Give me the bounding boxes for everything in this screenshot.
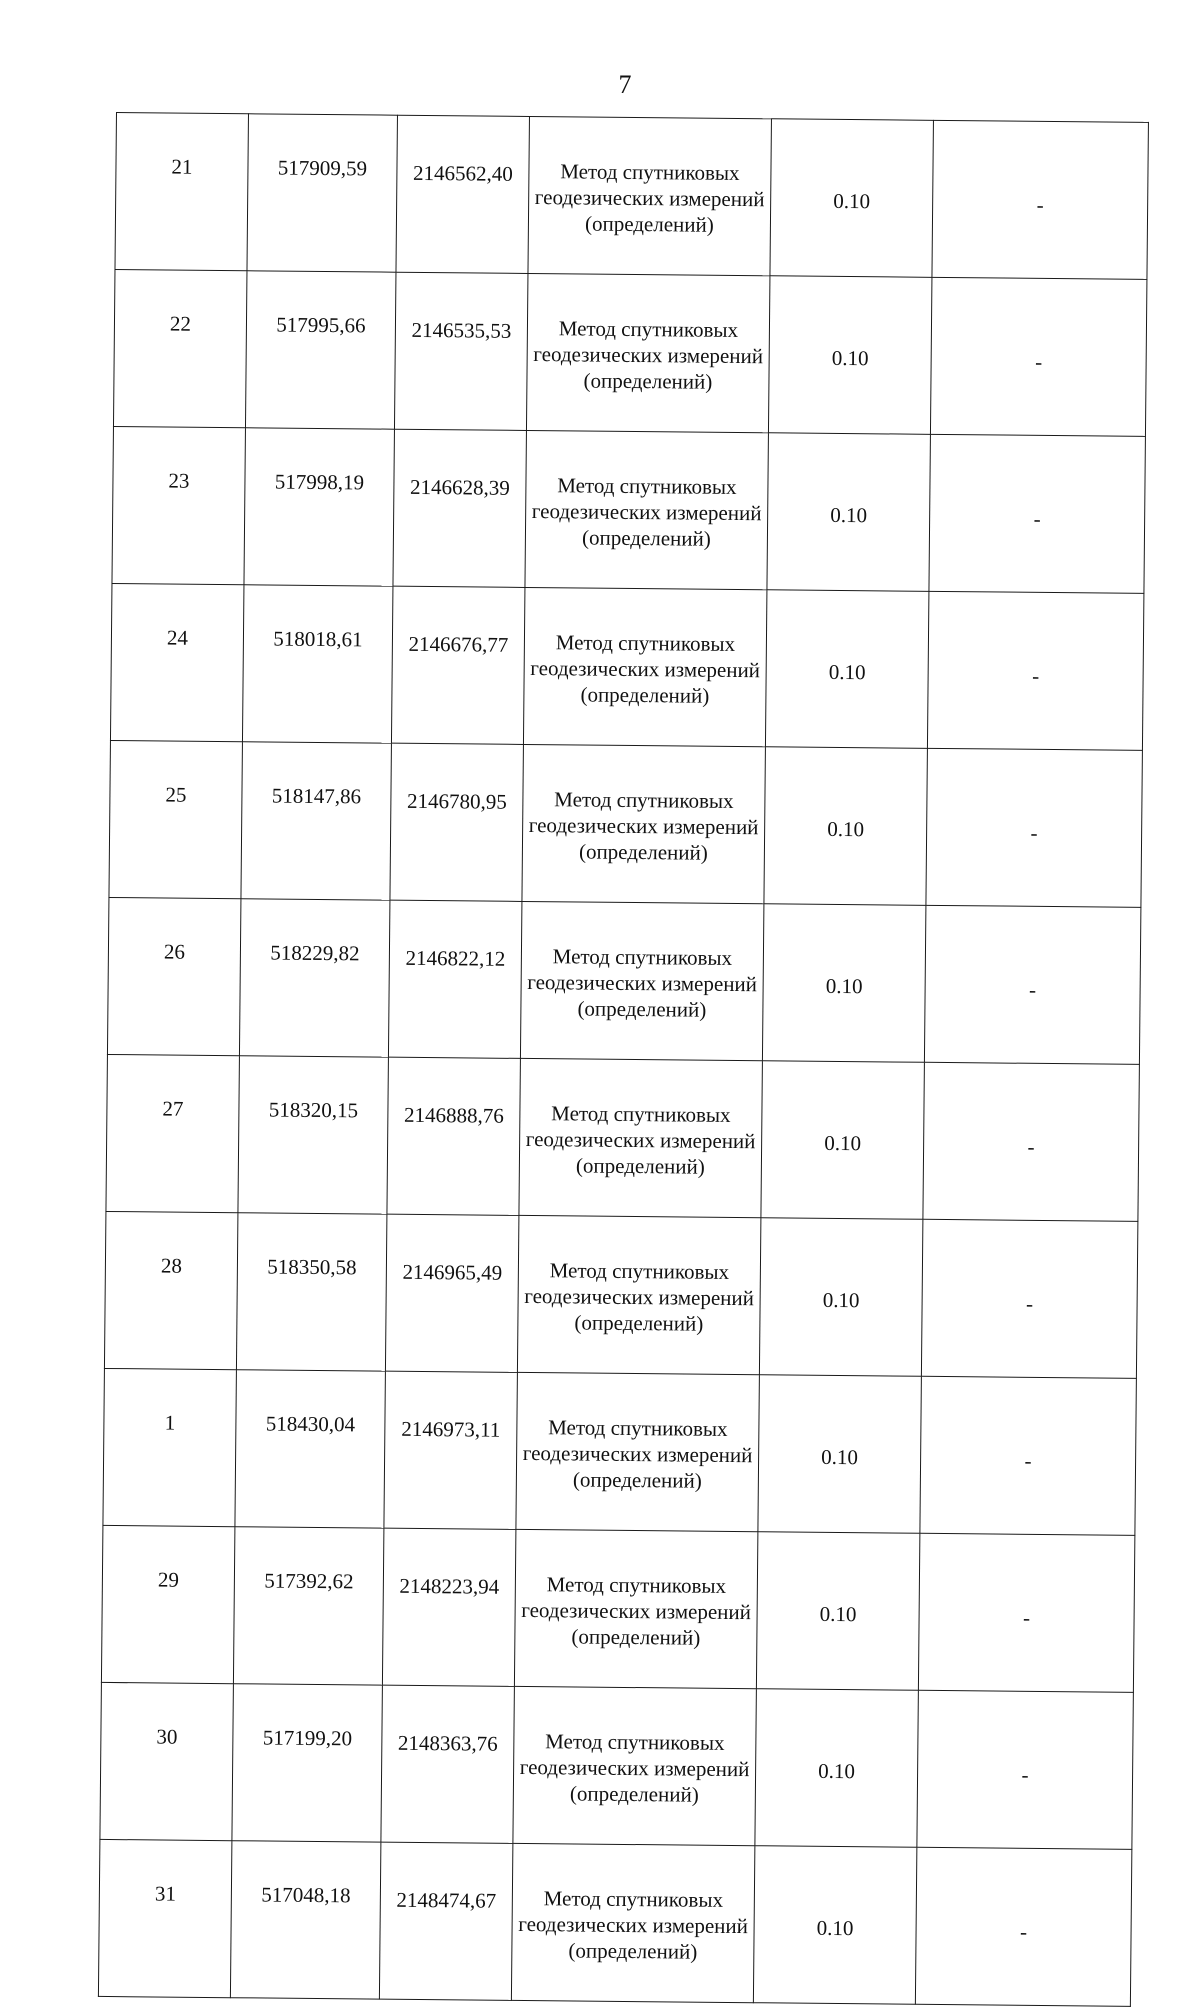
cell-accuracy: 0.10 [765, 590, 928, 749]
cell-accuracy: 0.10 [756, 1532, 919, 1691]
cell-accuracy: 0.10 [767, 433, 930, 592]
cell-accuracy: 0.10 [762, 904, 925, 1063]
table-row [106, 1054, 1139, 1221]
table-row [100, 1682, 1133, 1849]
table-row [112, 426, 1145, 593]
cell-x-coordinate: 517995,66 [245, 271, 396, 429]
cell-x-coordinate: 518229,82 [239, 899, 390, 1057]
cell-y-coordinate: 2146535,53 [394, 272, 528, 430]
cell-y-coordinate: 2146562,40 [396, 115, 530, 273]
table-row [107, 897, 1140, 1064]
table-row [98, 1839, 1131, 2006]
table-row [101, 1525, 1134, 1692]
cell-method: Метод спутниковых геодезических измерений (определений) [526, 273, 769, 432]
cell-y-coordinate: 2146888,76 [387, 1057, 521, 1215]
page-number: 7 [618, 70, 632, 99]
cell-method: Метод спутниковых геодезических измерений (определений) [519, 1058, 762, 1217]
cell-extra: - [923, 1062, 1139, 1221]
cell-method: Метод спутниковых геодезических измерений (определений) [522, 744, 765, 903]
cell-extra: - [918, 1533, 1134, 1692]
cell-accuracy: 0.10 [753, 1846, 916, 2005]
cell-y-coordinate: 2146676,77 [391, 586, 525, 744]
cell-extra: - [924, 905, 1140, 1064]
cell-extra: - [915, 1847, 1131, 2006]
cell-x-coordinate: 517048,18 [230, 1841, 381, 1999]
cell-y-coordinate: 2146965,49 [385, 1214, 519, 1372]
cell-point-number: 30 [100, 1682, 234, 1840]
cell-point-number: 22 [113, 269, 247, 427]
cell-accuracy: 0.10 [768, 276, 931, 435]
cell-accuracy: 0.10 [758, 1375, 921, 1534]
cell-point-number: 24 [110, 583, 244, 741]
cell-x-coordinate: 518320,15 [238, 1056, 389, 1214]
table-row [113, 269, 1146, 436]
cell-point-number: 23 [112, 426, 246, 584]
cell-accuracy: 0.10 [761, 1061, 924, 1220]
cell-extra: - [930, 277, 1146, 436]
cell-extra: - [926, 748, 1142, 907]
cell-y-coordinate: 2146628,39 [393, 429, 527, 587]
cell-accuracy: 0.10 [759, 1218, 922, 1377]
cell-point-number: 26 [107, 897, 241, 1055]
cell-point-number: 1 [103, 1368, 237, 1526]
table-row [109, 740, 1142, 907]
cell-point-number: 28 [104, 1211, 238, 1369]
cell-y-coordinate: 2148474,67 [379, 1842, 513, 2000]
cell-method: Метод спутниковых геодезических измерений (определений) [520, 901, 763, 1060]
cell-method: Метод спутниковых геодезических измерений (определений) [516, 1372, 759, 1531]
cell-x-coordinate: 518350,58 [236, 1213, 387, 1371]
cell-x-coordinate: 518018,61 [242, 585, 393, 743]
cell-method: Метод спутниковых геодезических измерений (определений) [525, 430, 768, 589]
cell-x-coordinate: 517392,62 [233, 1527, 384, 1685]
coordinates-table [98, 112, 1149, 2007]
cell-y-coordinate: 2148363,76 [381, 1685, 515, 1843]
cell-extra: - [921, 1219, 1137, 1378]
cell-accuracy: 0.10 [755, 1689, 918, 1848]
cell-x-coordinate: 517909,59 [247, 114, 398, 272]
cell-x-coordinate: 517199,20 [232, 1684, 383, 1842]
cell-y-coordinate: 2146780,95 [390, 743, 524, 901]
cell-y-coordinate: 2146973,11 [384, 1371, 518, 1529]
cell-method: Метод спутниковых геодезических измерений (определений) [513, 1686, 756, 1845]
cell-y-coordinate: 2146822,12 [388, 900, 522, 1058]
cell-point-number: 21 [115, 113, 249, 271]
cell-accuracy: 0.10 [770, 119, 933, 278]
cell-method: Метод спутниковых геодезических измерений (определений) [517, 1215, 760, 1374]
cell-point-number: 25 [109, 740, 243, 898]
cell-x-coordinate: 518430,04 [235, 1370, 386, 1528]
cell-x-coordinate: 517998,19 [244, 428, 395, 586]
cell-method: Метод спутниковых геодезических измерений (определений) [523, 587, 766, 746]
cell-accuracy: 0.10 [764, 747, 927, 906]
table-row [104, 1211, 1137, 1378]
cell-extra: - [927, 591, 1143, 750]
cell-method: Метод спутниковых геодезических измерений (определений) [528, 116, 771, 275]
cell-method: Метод спутниковых геодезических измерений (определений) [511, 1843, 754, 2002]
cell-x-coordinate: 518147,86 [241, 742, 392, 900]
cell-extra: - [920, 1376, 1136, 1535]
cell-point-number: 31 [98, 1839, 232, 1997]
cell-point-number: 29 [101, 1525, 235, 1683]
cell-method: Метод спутниковых геодезических измерений (определений) [514, 1529, 757, 1688]
cell-extra: - [929, 434, 1145, 593]
cell-extra: - [917, 1690, 1133, 1849]
cell-y-coordinate: 2148223,94 [382, 1528, 516, 1686]
cell-extra: - [932, 120, 1148, 279]
table-row [115, 113, 1148, 280]
coordinates-table-container [98, 112, 1148, 2007]
table-row [110, 583, 1143, 750]
cell-point-number: 27 [106, 1054, 240, 1212]
table-body [98, 113, 1148, 2007]
table-row [103, 1368, 1136, 1535]
